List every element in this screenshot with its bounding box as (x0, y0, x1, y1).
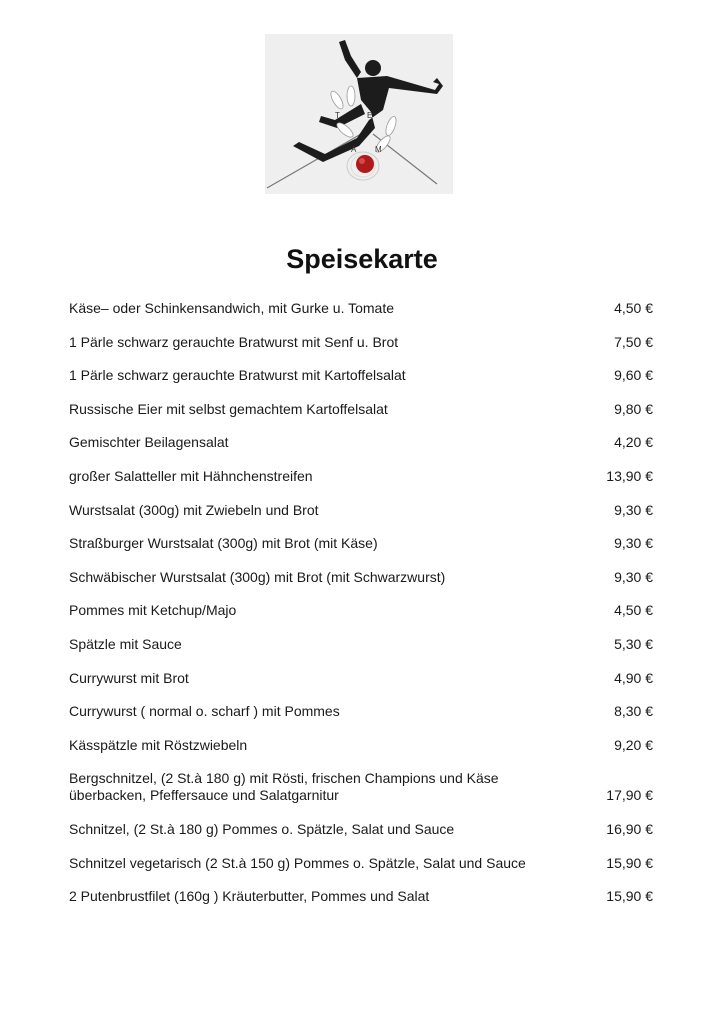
menu-item-name: Gemischter Beilagensalat (69, 434, 229, 451)
menu-item-name: Schnitzel vegetarisch (2 St.à 150 g) Pommes o. Spätzle, Salat und Sauce (69, 854, 526, 871)
menu-item-name: Russische Eier mit selbst gemachtem Kartoffelsalat (69, 400, 388, 417)
logo-letter: T (335, 111, 340, 120)
menu-item (69, 401, 653, 418)
menu-item-name: 1 Pärle schwarz gerauchte Bratwurst mit Senf u. Brot (69, 333, 399, 350)
menu-item (69, 468, 653, 485)
menu-item (69, 569, 653, 586)
menu-item (69, 737, 653, 754)
menu-item (69, 703, 653, 720)
menu-item-price: 4,90 € (614, 669, 653, 686)
bowling-player-logo-icon (265, 34, 453, 194)
menu-item-name: Spätzle mit Sauce (69, 635, 182, 652)
menu-item (69, 770, 653, 804)
menu-list (69, 300, 653, 922)
menu-item-name: Straßburger Wurstsalat (300g) mit Brot (mit Käse) (69, 535, 378, 552)
menu-item-name: Bergschnitzel, (2 St.à 180 g) mit Rösti, frischen Champions und Käse überbacken, Pfeffersauce und Salatgarnitur (69, 770, 499, 804)
logo-letter: E (367, 111, 373, 120)
menu-item (69, 367, 653, 384)
menu-item-name: Wurstsalat (300g) mit Zwiebeln und Brot (69, 501, 319, 518)
menu-item-name: 1 Pärle schwarz gerauchte Bratwurst mit Kartoffelsalat (69, 367, 406, 384)
logo (265, 34, 453, 194)
menu-item (69, 434, 653, 451)
menu-item-price: 5,30 € (614, 635, 653, 652)
menu-item-price: 15,90 € (606, 854, 653, 871)
menu-item-price: 9,60 € (614, 367, 653, 384)
menu-item-name: Currywurst ( normal o. scharf ) mit Pommes (69, 703, 340, 720)
menu-item-price: 16,90 € (606, 820, 653, 837)
logo-letter: M (375, 145, 382, 154)
menu-item-name: 2 Putenbrustfilet (160g ) Kräuterbutter, Pommes und Salat (69, 888, 430, 905)
menu-item-name: Käse– oder Schinkensandwich, mit Gurke u. Tomate (69, 300, 395, 316)
menu-item-name: großer Salatteller mit Hähnchenstreifen (69, 467, 313, 484)
menu-item-price: 15,90 € (606, 888, 653, 905)
menu-item-name: Pommes mit Ketchup/Majo (69, 602, 237, 619)
menu-item (69, 502, 653, 519)
menu-item-price: 9,30 € (614, 568, 653, 585)
menu-item-name: Kässpätzle mit Röstzwiebeln (69, 736, 248, 753)
menu-item (69, 855, 653, 872)
menu-item-price: 4,20 € (614, 434, 653, 451)
menu-item-price: 17,90 € (606, 787, 653, 804)
menu-item-name: Schnitzel, (2 St.à 180 g) Pommes o. Spätzle, Salat und Sauce (69, 820, 455, 837)
menu-item-price: 8,30 € (614, 703, 653, 720)
menu-item-name: Currywurst mit Brot (69, 669, 189, 686)
menu-item (69, 535, 653, 552)
menu-item-price: 4,50 € (614, 300, 653, 316)
menu-item (69, 300, 653, 317)
menu-item (69, 670, 653, 687)
menu-item-name: Schwäbischer Wurstsalat (300g) mit Brot (mit Schwarzwurst) (69, 568, 446, 585)
page-title: Speisekarte (286, 244, 438, 274)
menu-item (69, 636, 653, 653)
menu-item-price: 9,80 € (614, 400, 653, 417)
menu-item-price: 9,30 € (614, 535, 653, 552)
logo-letter: A (351, 145, 357, 154)
menu-item-price: 9,20 € (614, 736, 653, 753)
menu-item-price: 13,90 € (606, 467, 653, 484)
menu-item-price: 7,50 € (614, 333, 653, 350)
menu-item-price: 4,50 € (614, 602, 653, 619)
menu-item (69, 821, 653, 838)
menu-item-price: 9,30 € (614, 501, 653, 518)
menu-item (69, 888, 653, 905)
menu-item (69, 334, 653, 351)
menu-item (69, 602, 653, 619)
